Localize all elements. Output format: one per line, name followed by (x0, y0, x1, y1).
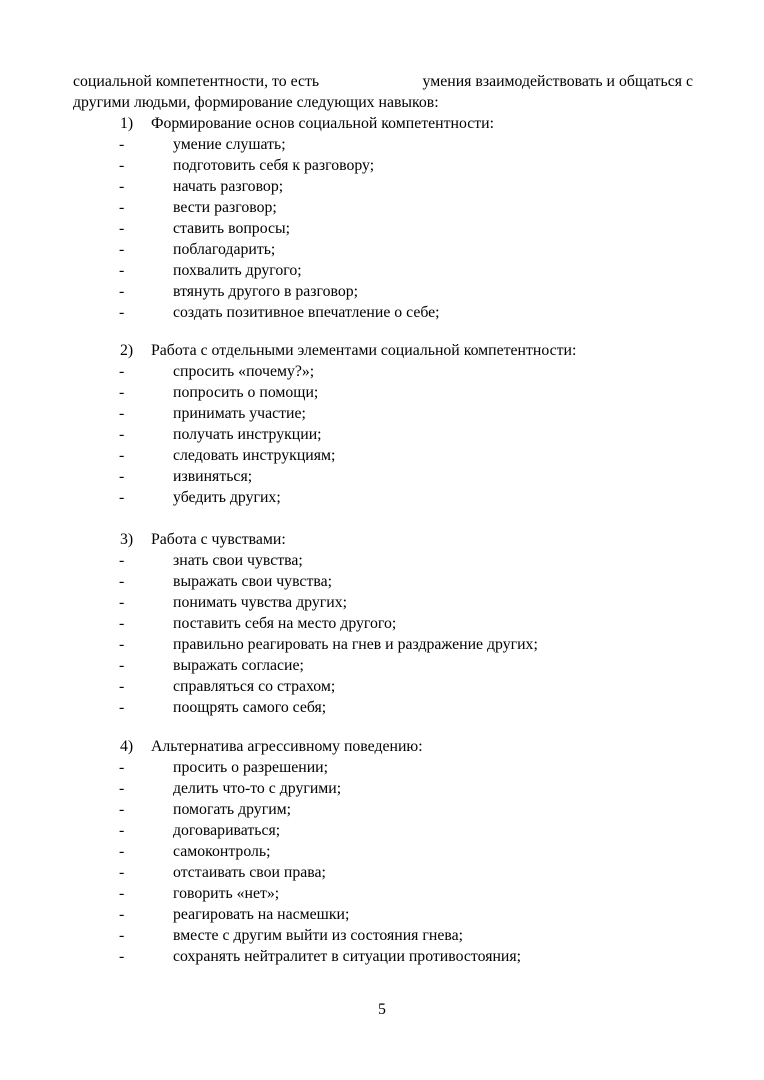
list-bullet-dash: - (119, 822, 125, 839)
list-item-text: самоконтроль; (173, 843, 271, 860)
list-item (0, 197, 764, 218)
list-bullet-dash: - (119, 262, 125, 279)
section-number: 4) (120, 738, 134, 755)
list-bullet-dash: - (119, 636, 125, 653)
list-bullet-dash: - (119, 594, 125, 611)
list-item (0, 260, 764, 281)
section-number: 3) (120, 531, 134, 548)
list-item (0, 218, 764, 239)
list-item-text: втянуть другого в разговор; (173, 283, 359, 300)
list-item-text: создать позитивное впечатление о себе; (173, 304, 440, 321)
list-item-text: попросить о помощи; (173, 384, 319, 401)
list-item (0, 862, 764, 883)
list-bullet-dash: - (119, 801, 125, 818)
section-title: Работа с отдельными элементами социальной компетентности: (151, 342, 577, 359)
list-item (0, 883, 764, 904)
list-item (0, 820, 764, 841)
intro-paragraph (73, 71, 693, 113)
section-number: 1) (120, 115, 134, 132)
list-bullet-dash: - (119, 220, 125, 237)
list-bullet-dash: - (119, 468, 125, 485)
list-bullet-dash: - (119, 885, 125, 902)
list-item (0, 925, 764, 946)
list-bullet-dash: - (119, 948, 125, 965)
section-number: 2) (120, 342, 134, 359)
section-title: Альтернатива агрессивному поведению: (151, 738, 423, 755)
list-item-text: поблагодарить; (173, 241, 276, 258)
list-item-text: извиняться; (173, 468, 253, 485)
list-bullet-dash: - (119, 384, 125, 401)
list-bullet-dash: - (119, 178, 125, 195)
list-item (0, 550, 764, 571)
list-section-2 (0, 340, 764, 508)
page-number: 5 (378, 1001, 386, 1018)
list-item-text: начать разговор; (173, 178, 284, 195)
list-item (0, 403, 764, 424)
list-item (0, 676, 764, 697)
list-bullet-dash: - (119, 699, 125, 716)
list-bullet-dash: - (119, 780, 125, 797)
list-item (0, 302, 764, 323)
list-item-text: вместе с другим выйти из состояния гнева; (173, 927, 463, 944)
list-item (0, 592, 764, 613)
list-item (0, 904, 764, 925)
list-bullet-dash: - (119, 157, 125, 174)
list-item-text: знать свои чувства; (173, 552, 303, 569)
list-section-4 (0, 736, 764, 967)
intro-line-1 (73, 71, 693, 92)
list-item (0, 487, 764, 508)
list-bullet-dash: - (119, 552, 125, 569)
list-item-text: следовать инструкциям; (173, 447, 336, 464)
list-item-text: ставить вопросы; (173, 220, 290, 237)
list-item (0, 613, 764, 634)
list-item-text: поставить себя на место другого; (173, 615, 397, 632)
section-heading (0, 340, 764, 361)
section-heading (0, 529, 764, 550)
list-bullet-dash: - (119, 615, 125, 632)
list-bullet-dash: - (119, 426, 125, 443)
list-section-1 (0, 113, 764, 323)
list-item-text: получать инструкции; (173, 426, 322, 443)
list-item-text: умение слушать; (173, 136, 286, 153)
list-item-text: помогать другим; (173, 801, 292, 818)
list-item (0, 466, 764, 487)
list-bullet-dash: - (119, 199, 125, 216)
list-item-text: договариваться; (173, 822, 281, 839)
list-item-text: справляться со страхом; (173, 678, 336, 695)
list-item (0, 757, 764, 778)
list-bullet-dash: - (119, 283, 125, 300)
list-bullet-dash: - (119, 678, 125, 695)
list-item (0, 382, 764, 403)
list-item (0, 445, 764, 466)
intro-line-1-left: социальной компетентности, то есть (73, 73, 320, 90)
list-item (0, 697, 764, 718)
intro-line-1-right: умения взаимодействовать и общаться с (422, 73, 693, 90)
list-item (0, 946, 764, 967)
list-item-text: говорить «нет»; (173, 885, 280, 902)
list-bullet-dash: - (119, 843, 125, 860)
list-bullet-dash: - (119, 241, 125, 258)
intro-line-2: другими людьми, формирование следующих навыков: (73, 94, 439, 111)
list-bullet-dash: - (119, 657, 125, 674)
section-heading (0, 736, 764, 757)
list-item-text: вести разговор; (173, 199, 277, 216)
list-bullet-dash: - (119, 447, 125, 464)
list-bullet-dash: - (119, 759, 125, 776)
list-item (0, 424, 764, 445)
list-item (0, 634, 764, 655)
list-item (0, 176, 764, 197)
list-item (0, 778, 764, 799)
list-item (0, 655, 764, 676)
list-item (0, 239, 764, 260)
list-item-text: похвалить другого; (173, 262, 302, 279)
list-bullet-dash: - (119, 906, 125, 923)
list-section-3 (0, 529, 764, 718)
list-item-text: убедить других; (173, 489, 281, 506)
list-item (0, 134, 764, 155)
list-item-text: правильно реагировать на гнев и раздражение других; (173, 636, 538, 653)
list-bullet-dash: - (119, 573, 125, 590)
list-bullet-dash: - (119, 136, 125, 153)
list-item-text: сохранять нейтралитет в ситуации противостояния; (173, 948, 522, 965)
list-item (0, 571, 764, 592)
section-title: Работа с чувствами: (151, 531, 286, 548)
list-bullet-dash: - (119, 489, 125, 506)
section-heading (0, 113, 764, 134)
list-item-text: подготовить себя к разговору; (173, 157, 375, 174)
list-item-text: понимать чувства других; (173, 594, 347, 611)
list-item-text: просить о разрешении; (173, 759, 328, 776)
list-item-text: поощрять самого себя; (173, 699, 327, 716)
list-item (0, 799, 764, 820)
list-bullet-dash: - (119, 363, 125, 380)
list-item-text: спросить «почему?»; (173, 363, 315, 380)
list-item (0, 841, 764, 862)
list-item (0, 361, 764, 382)
list-bullet-dash: - (119, 927, 125, 944)
list-item-text: реагировать на насмешки; (173, 906, 350, 923)
list-item-text: выражать согласие; (173, 657, 304, 674)
list-item-text: выражать свои чувства; (173, 573, 332, 590)
list-item-text: отстаивать свои права; (173, 864, 326, 881)
list-item (0, 281, 764, 302)
list-item-text: делить что-то с другими; (173, 780, 342, 797)
list-item (0, 155, 764, 176)
list-bullet-dash: - (119, 864, 125, 881)
list-bullet-dash: - (119, 304, 125, 321)
list-bullet-dash: - (119, 405, 125, 422)
list-item-text: принимать участие; (173, 405, 306, 422)
section-title: Формирование основ социальной компетентности: (151, 115, 494, 132)
